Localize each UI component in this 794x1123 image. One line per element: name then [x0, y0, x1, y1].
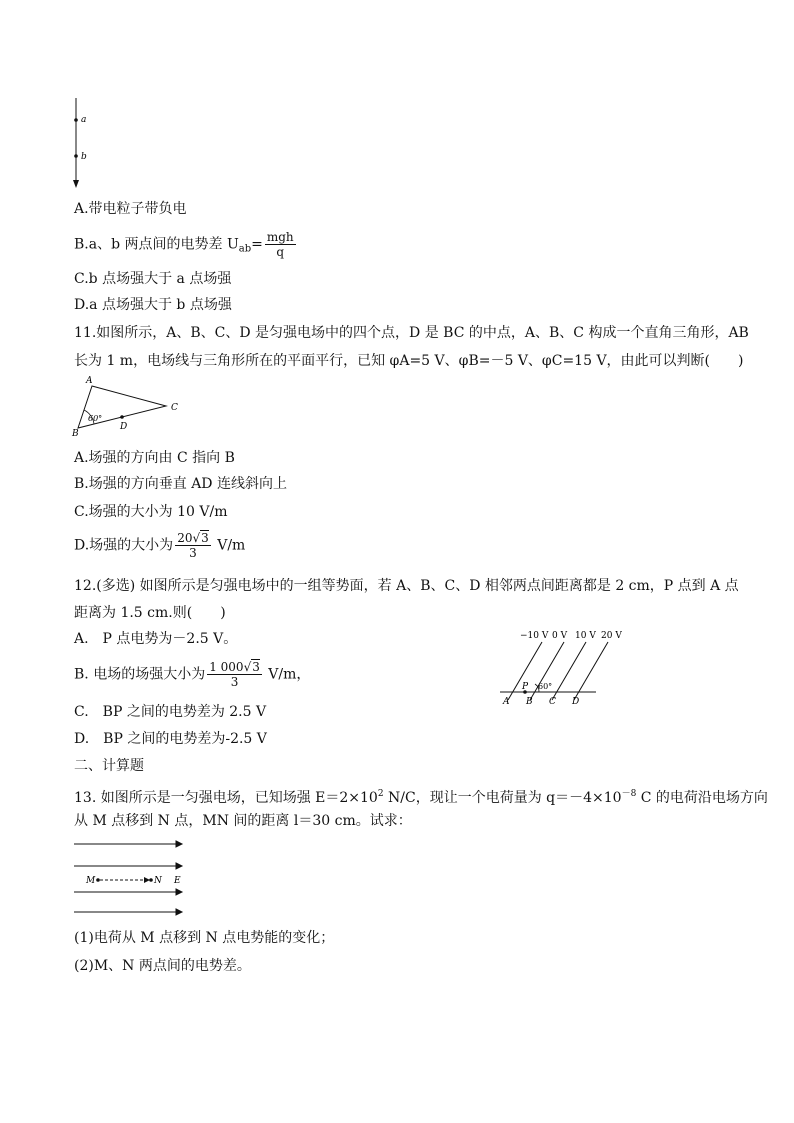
q13-exponent-2: －8: [621, 789, 637, 799]
fraction-denominator: 3: [189, 546, 197, 560]
q11-option-d: [74, 531, 245, 560]
q12-stem-line2: 距离为 1.5 cm.则( ): [74, 605, 226, 621]
label-B: B: [526, 697, 533, 707]
q12-option-b: [74, 660, 310, 689]
label-D: D: [572, 697, 580, 707]
label-A: A: [503, 697, 510, 707]
label-C: C: [171, 403, 178, 413]
label-B: B: [72, 429, 79, 439]
q12-stem-line1: 12.(多选) 如图所示是匀强电场中的一组等势面，若 A、B、C、D 相邻两点间距离都是 2 cm，P 点到 A 点: [74, 578, 739, 594]
q13-stem-line1: [74, 784, 768, 808]
label-a: a: [81, 115, 87, 125]
fraction-numerator: mgh: [266, 230, 294, 244]
fraction-numerator: 20√3: [177, 531, 209, 545]
label-angle: 60°: [88, 414, 103, 423]
point-a: [74, 118, 78, 122]
label-A: A: [86, 376, 93, 386]
fraction-numerator: 1 000√3: [209, 660, 260, 674]
q11-option-a: A.场强的方向由 C 指向 B: [74, 450, 235, 466]
q10-option-c: C.b 点场强大于 a 点场强: [74, 271, 232, 287]
label-N: N: [154, 876, 162, 886]
numerator-coef: 20: [177, 531, 193, 545]
q13-stem-text-c: C 的电荷沿电场方向: [636, 790, 768, 806]
label-P: P: [522, 682, 529, 692]
q10-option-b: [74, 230, 298, 260]
q12-option-b-fraction: [207, 660, 262, 689]
q11-option-d-unit: V/m: [212, 537, 246, 554]
numerator-radicand: 3: [201, 531, 209, 545]
q11-option-d-fraction: [175, 531, 211, 560]
section-heading: 二、计算题: [74, 758, 144, 774]
q10-option-b-fraction: [265, 230, 296, 259]
equipotential-figure: [498, 628, 628, 710]
label-C: C: [549, 697, 556, 707]
label-v4: 20 V: [601, 631, 622, 641]
label-angle: 60°: [538, 682, 553, 691]
point-m: [96, 878, 100, 882]
label-E: E: [174, 876, 181, 886]
point-d: [120, 415, 124, 419]
q12-option-c: C. BP 之间的电势差为 2.5 V: [74, 704, 267, 720]
q12-option-a: A. P 点电势为－2.5 V。: [74, 631, 238, 647]
q13-stem-line2: 从 M 点移到 N 点，MN 间的距离 l＝30 cm。试求：: [74, 813, 412, 829]
q13-subquestion-1: (1)电荷从 M 点移到 N 点电势能的变化；: [74, 930, 335, 946]
label-v3: 10 V: [575, 631, 596, 641]
label-M: M: [86, 876, 96, 886]
q13-exponent-1: 2: [377, 789, 384, 799]
q11-option-b: B.场强的方向垂直 AD 连线斜向上: [74, 476, 287, 492]
numerator-radicand: 3: [252, 660, 260, 674]
label-b: b: [81, 152, 87, 162]
q10-option-b-text: B.a、b 两点间的电势差 U: [74, 236, 239, 253]
q10-option-b-sub: ab: [238, 243, 252, 255]
q13-stem-text-b: N/C，现让一个电荷量为 q＝－4×10: [383, 790, 622, 806]
numerator-coef: 1 000: [209, 660, 244, 674]
q12-option-b-unit: V/m，: [263, 666, 311, 683]
q11-option-c: C.场强的大小为 10 V/m: [74, 504, 228, 520]
triangle-figure: [70, 372, 190, 442]
q12-option-d: D. BP 之间的电势差为-2.5 V: [74, 731, 267, 747]
q10-option-b-eq: =: [251, 236, 263, 253]
q11-stem-line2: 长为 1 m，电场线与三角形所在的平面平行，已知 φA=5 V、φB=－5 V、φC=15 V，由此可以判断( ): [74, 353, 744, 369]
q13-subquestion-2: (2)M、N 两点间的电势差。: [74, 958, 251, 974]
uniform-field-figure: [72, 836, 192, 920]
point-n: [149, 878, 153, 882]
q13-stem-text-a: 13. 如图所示是一匀强电场，已知场强 E＝2×10: [74, 790, 378, 806]
label-v2: 0 V: [552, 631, 568, 641]
field-line-figure: [66, 96, 106, 192]
fraction-denominator: 3: [230, 675, 239, 689]
q10-option-a: A.带电粒子带负电: [74, 201, 187, 217]
label-D: D: [120, 422, 128, 432]
fraction-denominator: q: [276, 245, 285, 259]
label-v1: −10 V: [520, 631, 549, 641]
q10-option-d: D.a 点场强大于 b 点场强: [74, 297, 232, 313]
q11-option-d-text: D.场强的大小为: [74, 537, 174, 554]
q12-option-b-text: B. 电场的场强大小为: [74, 666, 206, 683]
q11-stem-line1: 11.如图所示，A、B、C、D 是匀强电场中的四个点，D 是 BC 的中点，A、B、C 构成一个直角三角形，AB: [74, 325, 749, 341]
point-b: [74, 154, 78, 158]
